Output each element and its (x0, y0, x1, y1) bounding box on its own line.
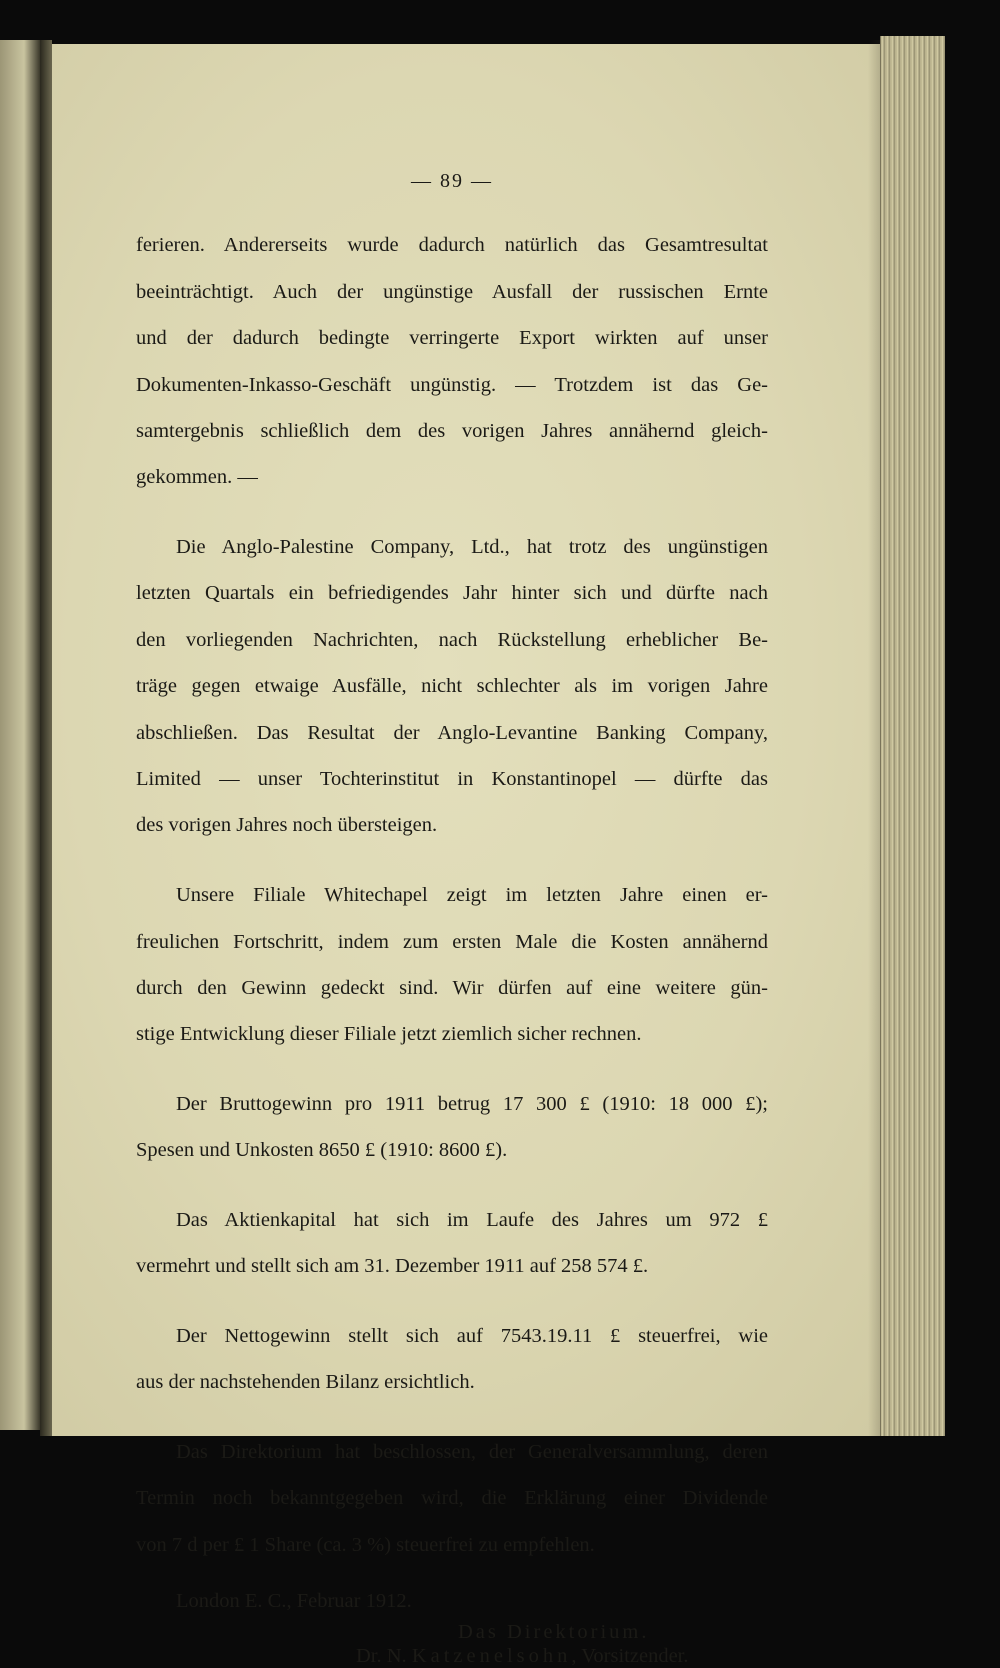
paragraph-2 (136, 513, 768, 861)
signature-chairman (136, 1645, 768, 1668)
text-line: Spesen und Unkosten 8650 £ (1910: 8600 £). (136, 1139, 508, 1162)
left-page-edge (0, 40, 40, 1430)
text-line: durch den Gewinn gedeckt sind. Wir dürfen auf eine weitere gün- (136, 976, 768, 999)
paragraph-3 (136, 861, 768, 1070)
page-stack-edges (880, 36, 945, 1436)
signature-role: , Vorsitzender. (571, 1644, 689, 1667)
text-line: Der Nettogewinn stellt sich auf 7543.19.11 £ steuerfrei, wie (176, 1324, 768, 1347)
text-line: aus der nachstehenden Bilanz ersichtlich. (136, 1371, 475, 1394)
text-line: und der dadurch bedingte verringerte Export wirkten auf unser (136, 327, 768, 350)
page-text (136, 170, 768, 1668)
text-line: Die Anglo-Palestine Company, Ltd., hat trotz des ungünstigen (176, 536, 768, 559)
text-line: Dokumenten-Inkasso-Geschäft ungünstig. — Trotzdem ist das Ge- (136, 373, 768, 396)
text-line: Das Aktienkapital hat sich im Laufe des Jahres um 972 £ (176, 1208, 768, 1231)
text-line: ferieren. Andererseits wurde dadurch natürlich das Gesamtresultat (136, 234, 768, 257)
text-line: samtergebnis schließlich dem des vorigen Jahres annähernd gleich- (136, 420, 768, 443)
text-line: gekommen. — (136, 466, 258, 489)
text-line: stige Entwicklung dieser Filiale jetzt ziemlich sicher rechnen. (136, 1023, 642, 1046)
text-line: des vorigen Jahres noch übersteigen. (136, 814, 438, 837)
text-line: träge gegen etwaige Ausfälle, nicht schlechter als im vorigen Jahre (136, 675, 768, 698)
page-number: — 89 — (411, 170, 493, 192)
signature-name-prefix: Dr. N. (356, 1644, 407, 1667)
signature-block (136, 1621, 768, 1667)
paragraph-7 (136, 1418, 768, 1580)
signature-name: Katzenelsohn (411, 1644, 572, 1667)
text-line: abschließen. Das Resultat der Anglo-Levantine Banking Company, (136, 721, 768, 744)
signature-board: Das Direktorium. (458, 1621, 650, 1644)
text-line: Das Direktorium hat beschlossen, der Generalversammlung, deren (176, 1440, 768, 1463)
text-line: Termin noch bekanntgegeben wird, die Erklärung einer Dividende (136, 1487, 768, 1510)
text-line: Der Bruttogewinn pro 1911 betrug 17 300 £ (1910: 18 000 £); (176, 1092, 768, 1115)
text-line: von 7 d per £ 1 Share (ca. 3 %) steuerfrei zu empfehlen. (136, 1533, 595, 1556)
text-line: freulichen Fortschritt, indem zum ersten Male die Kosten annähernd (136, 930, 768, 953)
paragraph-1 (136, 211, 768, 513)
paragraph-5 (136, 1186, 768, 1302)
text-line: vermehrt und stellt sich am 31. Dezember 1911 auf 258 574 £. (136, 1255, 649, 1278)
paragraph-6 (136, 1302, 768, 1418)
paragraph-4 (136, 1070, 768, 1186)
book-gutter (40, 40, 52, 1436)
text-line: beeinträchtigt. Auch der ungünstige Ausfall der russischen Ernte (136, 280, 768, 303)
text-line: letzten Quartals ein befriedigendes Jahr hinter sich und dürfte nach (136, 582, 768, 605)
text-line: Unsere Filiale Whitechapel zeigt im letzten Jahre einen er- (176, 884, 768, 907)
text-line: den vorliegenden Nachrichten, nach Rückstellung erheblicher Be- (136, 628, 768, 651)
text-line: Limited — unser Tochterinstitut in Konstantinopel — dürfte das (136, 768, 768, 791)
place-date: London E. C., Februar 1912. (176, 1590, 412, 1613)
